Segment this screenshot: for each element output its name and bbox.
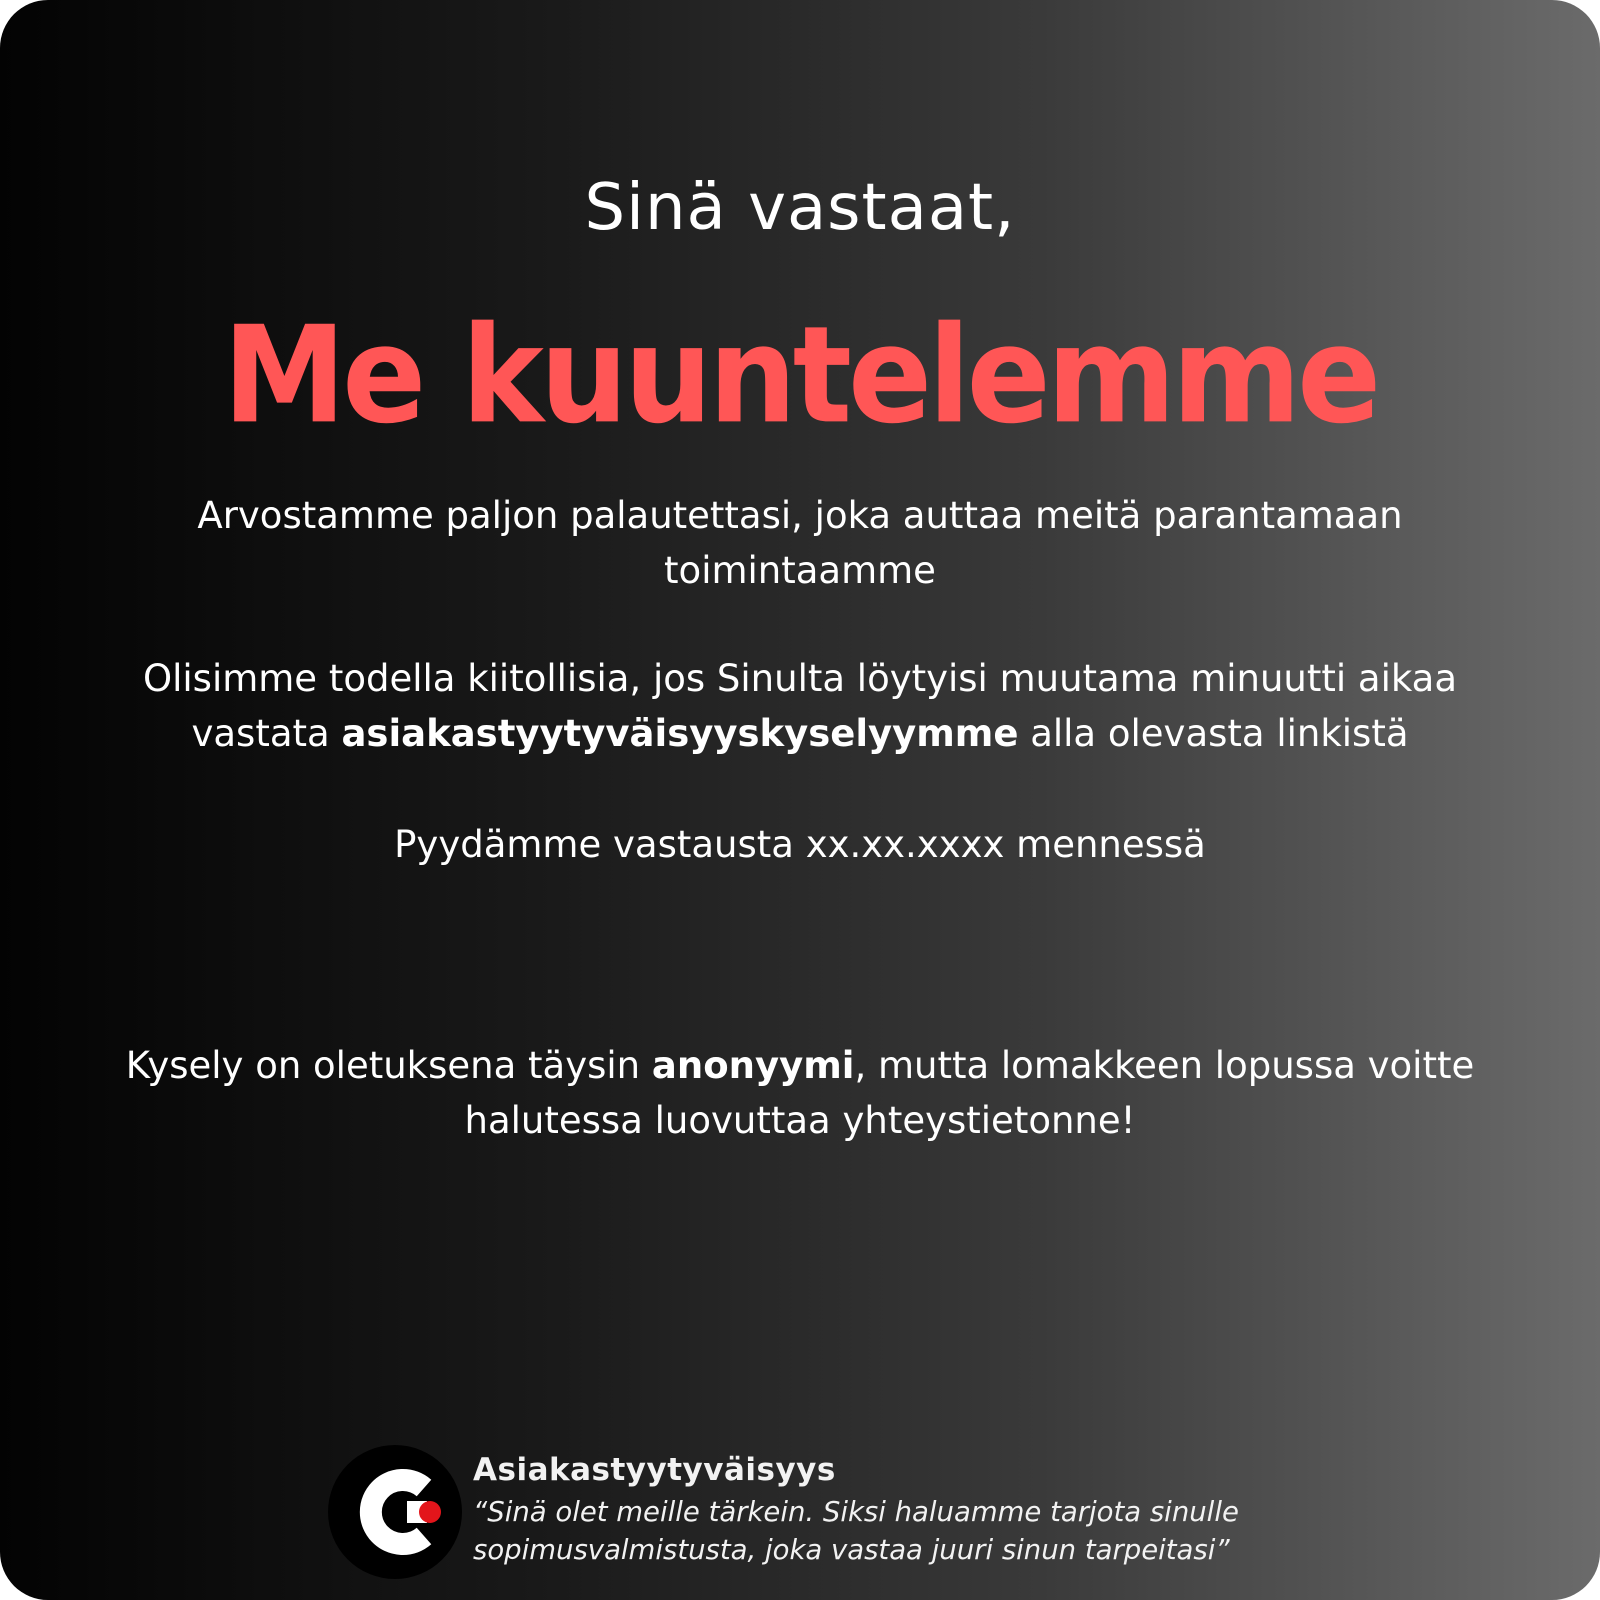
brand-footer: [328, 1445, 1268, 1585]
anonymity-text-end: , mutta lomakkeen lopussa voitte halutessa luovuttaa yhteystietonne!: [464, 1044, 1475, 1142]
survey-request-text-end: alla olevasta linkistä: [1018, 712, 1409, 755]
brand-title: Asiakastyytyväisyys: [473, 1452, 836, 1488]
headline: Me kuuntelemme: [222, 298, 1378, 454]
paragraph-survey-request: [80, 651, 1520, 761]
anonymity-bold: anonyymi: [651, 1044, 855, 1087]
paragraph-deadline: Pyydämme vastausta xx.xx.xxxx mennessä: [394, 823, 1206, 866]
paragraph-feedback: Arvostamme paljon palautettasi, joka auttaa meitä parantamaan toimintaamme: [197, 494, 1403, 592]
paragraph-anonymity: [80, 1038, 1520, 1148]
survey-name-bold: asiakastyytyväisyyskyselyymme: [341, 712, 1019, 755]
survey-request-text: Olisimme todella kiitollisia, jos Sinulta löytyisi muutama minuutti aikaa vastata: [142, 657, 1458, 755]
brand-quote: “Sinä olet meille tärkein. Siksi haluamme tarjota sinulle sopimusvalmistusta, joka vastaa juuri sinun tarpeitasi”: [473, 1496, 1239, 1566]
anonymity-text: Kysely on oletuksena täysin: [125, 1044, 652, 1087]
company-logo-icon: [328, 1445, 462, 1579]
intro-text: Sinä vastaat,: [584, 171, 1016, 245]
